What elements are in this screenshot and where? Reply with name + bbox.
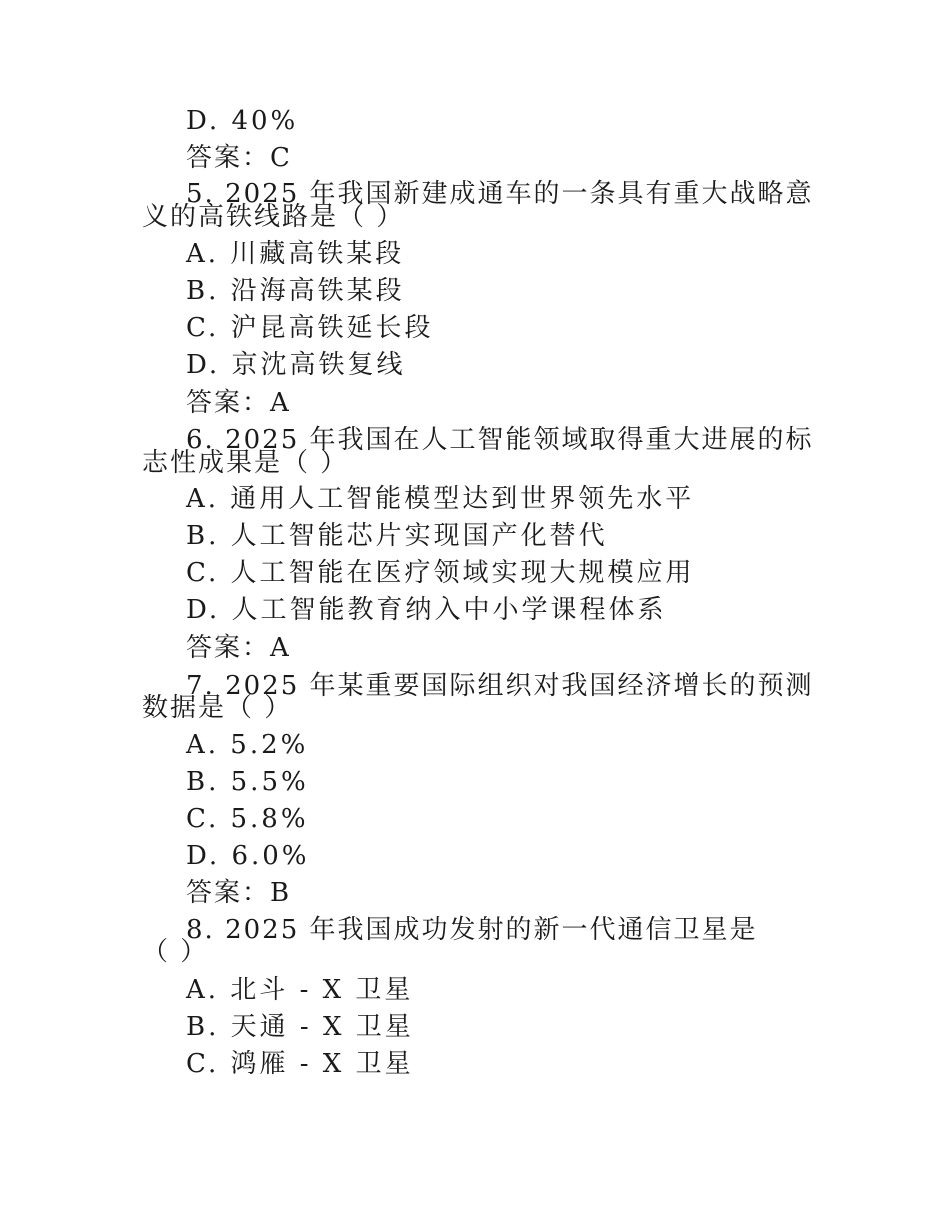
q8-option-c: C. 鸿雁 - X 卫星 xyxy=(186,1049,414,1079)
q7-answer: 答案：B xyxy=(186,878,292,908)
q4-option-d: D. 40% xyxy=(186,106,299,136)
q6-option-a: A. 通用人工智能模型达到世界领先水平 xyxy=(186,484,695,514)
q7-option-d: D. 6.0% xyxy=(186,841,310,871)
q5-option-a: A. 川藏高铁某段 xyxy=(186,239,405,269)
q8-option-b: B. 天通 - X 卫星 xyxy=(186,1012,414,1042)
q5-option-b: B. 沿海高铁某段 xyxy=(186,276,405,306)
q7-stem-line2: 数据是（ ） xyxy=(142,693,293,723)
q5-stem-line2: 义的高铁线路是（ ） xyxy=(142,202,405,232)
q8-stem-line2: （ ） xyxy=(142,937,209,967)
q7-option-a: A. 5.2% xyxy=(186,730,309,760)
q4-answer: 答案：C xyxy=(186,143,292,173)
q7-option-c: C. 5.8% xyxy=(186,804,309,834)
q7-stem-line1: 7. 2025 年某重要国际组织对我国经济增长的预测 xyxy=(186,671,814,701)
q6-option-b: B. 人工智能芯片实现国产化替代 xyxy=(186,521,608,551)
q5-option-d: D. 京沈高铁复线 xyxy=(186,350,406,380)
q6-answer: 答案：A xyxy=(186,633,291,663)
q6-stem-line2: 志性成果是（ ） xyxy=(142,448,349,478)
q5-answer: 答案：A xyxy=(186,388,291,418)
q6-option-c: C. 人工智能在医疗领域实现大规模应用 xyxy=(186,558,695,588)
q8-option-a: A. 北斗 - X 卫星 xyxy=(186,975,414,1005)
q5-stem-line1: 5. 2025 年我国新建成通车的一条具有重大战略意 xyxy=(186,179,814,209)
q8-stem-line1: 8. 2025 年我国成功发射的新一代通信卫星是 xyxy=(186,915,758,945)
q7-option-b: B. 5.5% xyxy=(186,767,309,797)
q5-option-c: C. 沪昆高铁延长段 xyxy=(186,313,434,343)
q6-option-d: D. 人工智能教育纳入中小学课程体系 xyxy=(186,595,667,625)
q6-stem-line1: 6. 2025 年我国在人工智能领域取得重大进展的标 xyxy=(186,425,814,455)
